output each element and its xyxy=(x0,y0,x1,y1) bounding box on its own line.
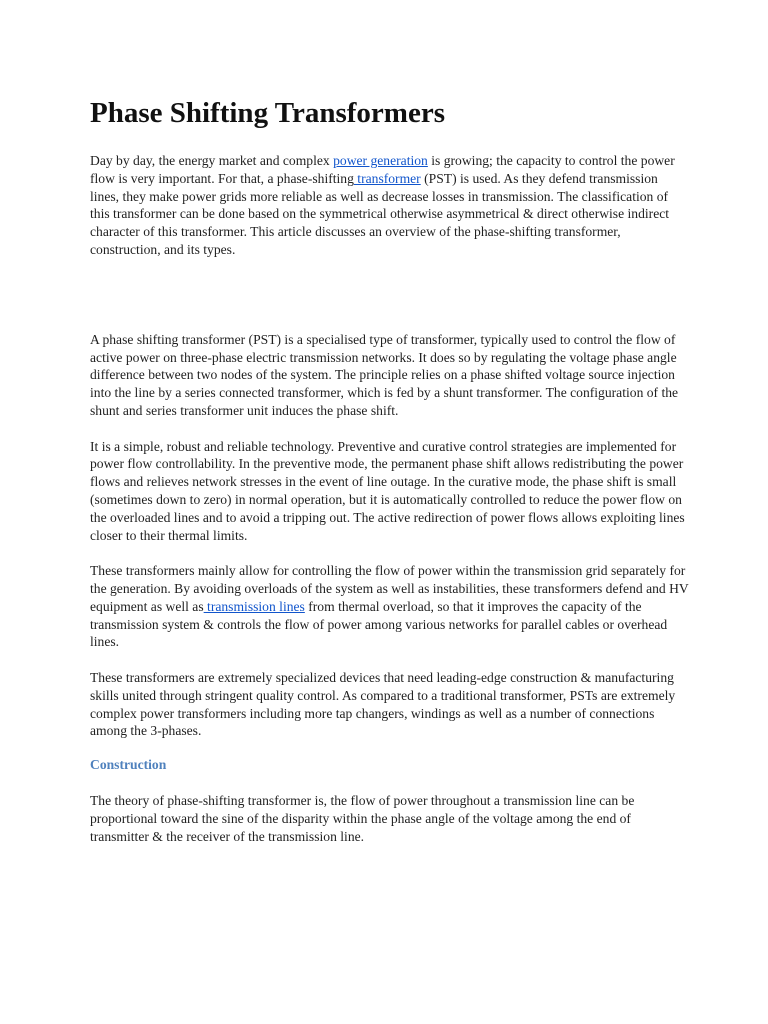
paragraph-control-strategies: It is a simple, robust and reliable technology. Preventive and curative control strategies are implemented for power flow controllability. In the preventive mode, the permanent phase shift allows redistributing the power flows and relieves network stresses in the event of line outage. In the curative mode, the phase shift is small (sometimes down to zero) in normal operation, but it is automatically controlled to reduce the power flow on the overloaded lines and to avoid a tripping out. The active redirection of power flows allows exploiting lines closer to their thermal limits. xyxy=(90,438,685,543)
paragraph-construction-theory: The theory of phase-shifting transformer is, the flow of power throughout a transmission line can be proportional toward the sine of the disparity within the phase angle of the voltage among the end of transmitter & the receiver of the transmission line. xyxy=(90,792,635,844)
intro-paragraph xyxy=(90,152,690,259)
document-page xyxy=(90,96,690,845)
paragraph-specialized-devices: These transformers are extremely specialized devices that need leading-edge construction & manufacturing skills united through stringent quality control. As compared to a traditional transformer, PSTs are extremely complex power transformers including more tap changers, windings as well as a number of connections among the 3-phases. xyxy=(90,669,676,739)
paragraph-power-flow xyxy=(90,562,690,651)
intro-text-2: is growing; the capacity to control the power flow is very important. For that, a phase-shifting xyxy=(90,153,675,186)
power-generation-link[interactable]: power generation xyxy=(333,153,428,168)
section-heading-construction: Construction xyxy=(90,757,167,773)
para3-text-2: from thermal overload, so that it improves the capacity of the transmission system & controls the flow of power among various networks for parallel cables or overhead lines. xyxy=(90,598,668,650)
page-title: Phase Shifting Transformers xyxy=(90,97,445,129)
transformer-link[interactable]: transformer xyxy=(353,170,421,186)
intro-text-3: (PST) is used. As they defend transmission lines, they make power grids more reliable as well as decrease losses in transmission. The classification of this transformer can be done based on the symmetrical otherwise asymmetrical & direct otherwise indirect character of this transformer. This article discusses an overview of the phase-shifting transformer, construction, and its types. xyxy=(90,170,670,257)
para3-text-1: These transformers mainly allow for controlling the flow of power within the transmission grid separately for the generation. By avoiding overloads of the system as well as instabilities, these transformers defend and HV equipment as well as xyxy=(90,563,689,614)
intro-text-1: Day by day, the energy market and complex xyxy=(90,153,334,168)
paragraph-pst-definition: A phase shifting transformer (PST) is a specialised type of transformer, typically used to control the flow of active power on three-phase electric transmission networks. It does so by regulating the voltage phase angle difference between two nodes of the system. The principle relies on a phase shifted voltage source injection into the line by a series connected transformer, which is fed by a shunt transformer. The configuration of the shunt and series transformer unit induces the phase shift. xyxy=(90,331,679,418)
transmission-lines-link[interactable]: transmission lines xyxy=(203,598,305,614)
